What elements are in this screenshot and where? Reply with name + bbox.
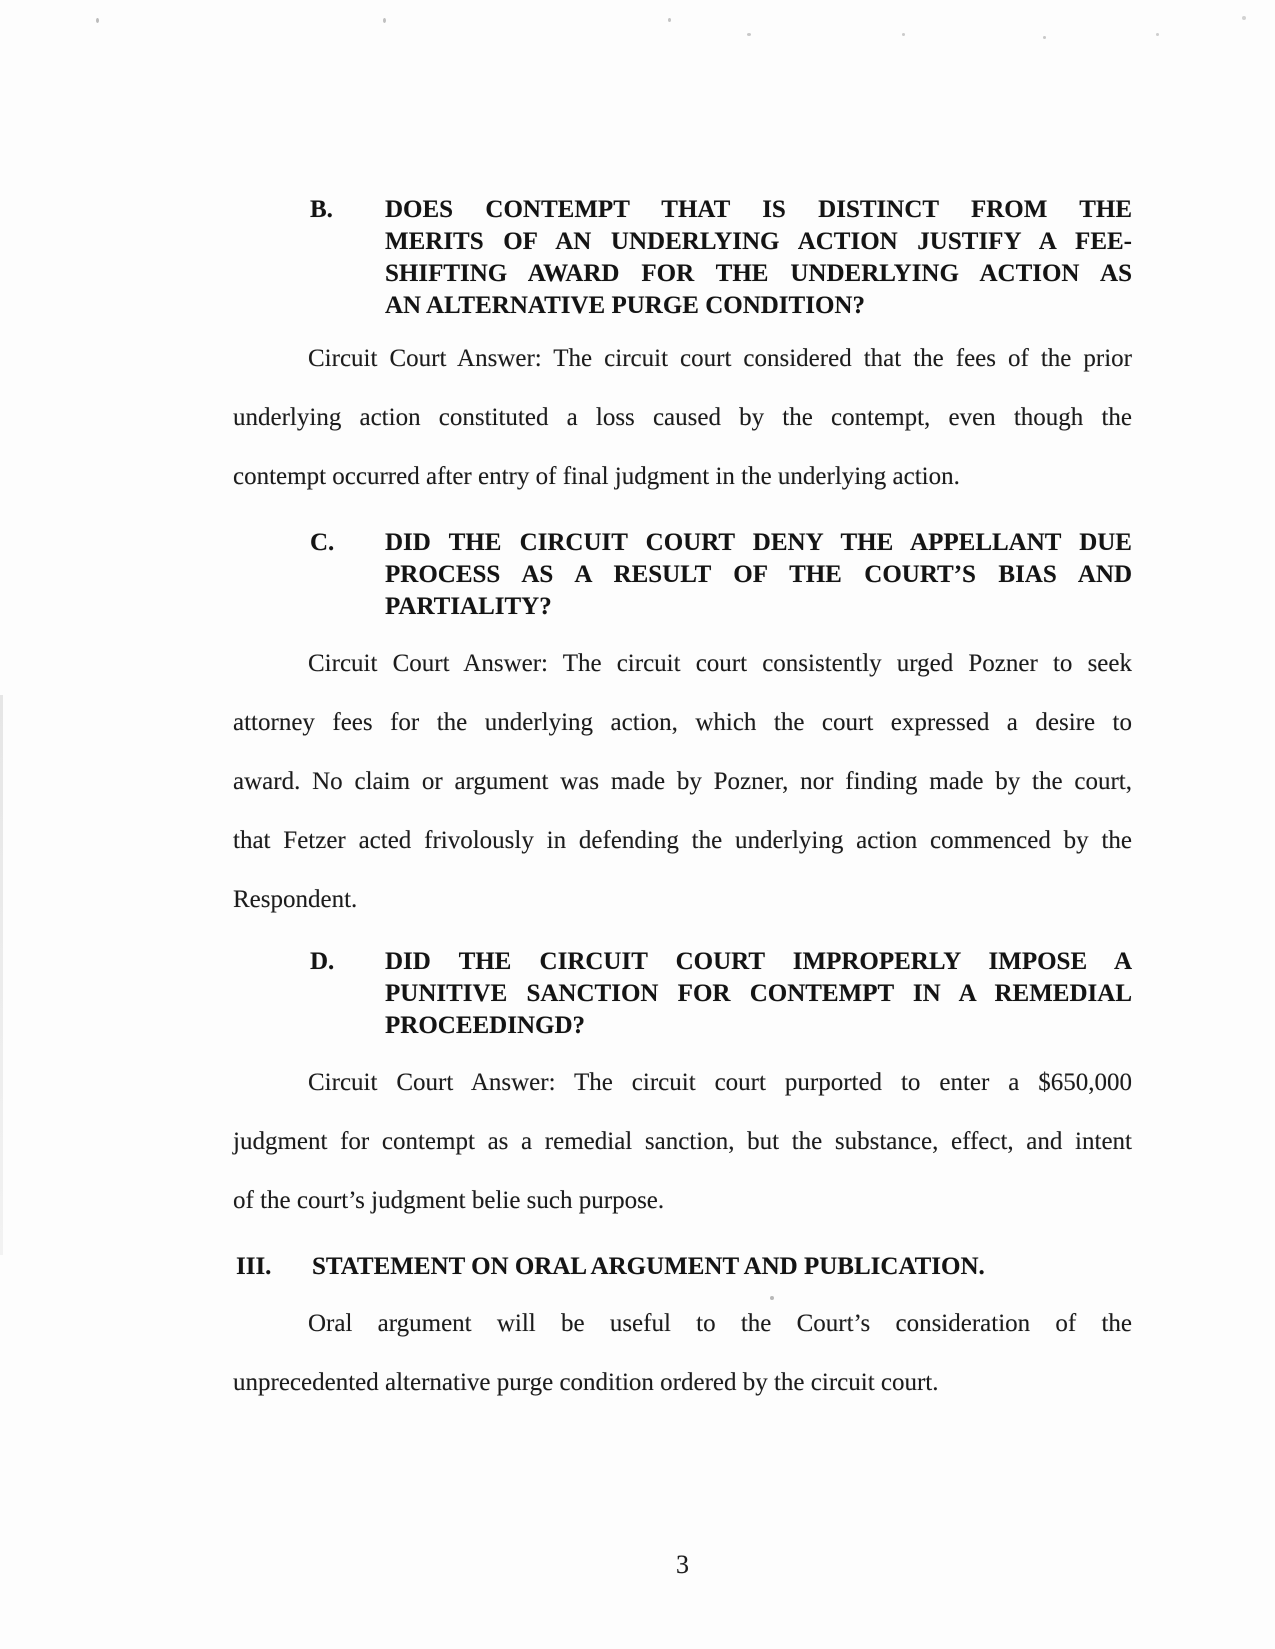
paragraph-line: attorney fees for the underlying action, which the court expressed a desire to: [233, 709, 1132, 736]
scan-speck: [1242, 16, 1246, 20]
scan-speck: [1043, 36, 1046, 39]
heading-line: DOES CONTEMPT THAT IS DISTINCT FROM THE: [385, 196, 1132, 223]
heading-line: PROCESS AS A RESULT OF THE COURT’S BIAS AND: [385, 561, 1132, 588]
issue-heading-text: [385, 946, 1132, 1042]
page-number: 3: [676, 1550, 689, 1579]
paragraph-line: judgment for contempt as a remedial sanction, but the substance, effect, and intent: [233, 1128, 1132, 1155]
heading-line: AN ALTERNATIVE PURGE CONDITION?: [385, 292, 865, 319]
issue-label-d: D.: [310, 948, 335, 975]
issue-heading-d: [233, 946, 1132, 1042]
issue-heading-c: [233, 527, 1132, 623]
heading-line: DID THE CIRCUIT COURT IMPROPERLY IMPOSE A: [385, 948, 1132, 975]
scan-edge-artifact: [0, 695, 3, 1255]
paragraph-line: Circuit Court Answer: The circuit court consistently urged Pozner to seek: [308, 650, 1132, 677]
heading-line: PUNITIVE SANCTION FOR CONTEMPT IN A REMEDIAL: [385, 980, 1132, 1007]
issue-label-c: C.: [310, 529, 335, 556]
paragraph-line: contempt occurred after entry of final judgment in the underlying action.: [233, 463, 960, 490]
heading-line: SHIFTING AWARD FOR THE UNDERLYING ACTION AS: [385, 260, 1132, 287]
scan-speck: [383, 18, 386, 23]
heading-line: STATEMENT ON ORAL ARGUMENT AND PUBLICATION.: [312, 1253, 985, 1280]
paragraph-line: that Fetzer acted frivolously in defending the underlying action commenced by the: [233, 827, 1132, 854]
issue-heading-text: [385, 194, 1132, 322]
paragraph-line: award. No claim or argument was made by Pozner, nor finding made by the court,: [233, 768, 1132, 795]
heading-line: DID THE CIRCUIT COURT DENY THE APPELLANT DUE: [385, 529, 1132, 556]
paragraph-line: Respondent.: [233, 886, 358, 913]
issue-heading-text: [385, 527, 1132, 623]
issue-label-b: B.: [310, 196, 333, 223]
scan-speck: [668, 18, 671, 22]
statement-paragraph: [233, 1294, 1132, 1412]
answer-paragraph-c: [233, 634, 1132, 929]
scan-speck: [747, 33, 751, 36]
answer-paragraph-d: [233, 1053, 1132, 1230]
paragraph-line: unprecedented alternative purge condition ordered by the circuit court.: [233, 1369, 939, 1396]
heading-line: PROCEEDINGD?: [385, 1012, 586, 1039]
scan-speck: [96, 18, 99, 23]
paragraph-line: of the court’s judgment belie such purpose.: [233, 1187, 665, 1214]
paragraph-line: Oral argument will be useful to the Court’s consideration of the: [308, 1310, 1132, 1337]
heading-line: PARTIALITY?: [385, 593, 552, 620]
answer-paragraph-b: [233, 329, 1132, 506]
scan-speck: [1156, 33, 1159, 36]
statement-section-heading: [233, 1251, 1132, 1283]
paragraph-line: underlying action constituted a loss caused by the contempt, even though the: [233, 404, 1132, 431]
scan-speck: [902, 33, 905, 36]
issue-heading-b: [233, 194, 1132, 322]
heading-line: MERITS OF AN UNDERLYING ACTION JUSTIFY A FEE-: [385, 228, 1132, 255]
paragraph-line: Circuit Court Answer: The circuit court considered that the fees of the prior: [308, 345, 1132, 372]
section-label-iii: III.: [236, 1253, 272, 1280]
paragraph-line: Circuit Court Answer: The circuit court purported to enter a $650,000: [308, 1069, 1132, 1096]
